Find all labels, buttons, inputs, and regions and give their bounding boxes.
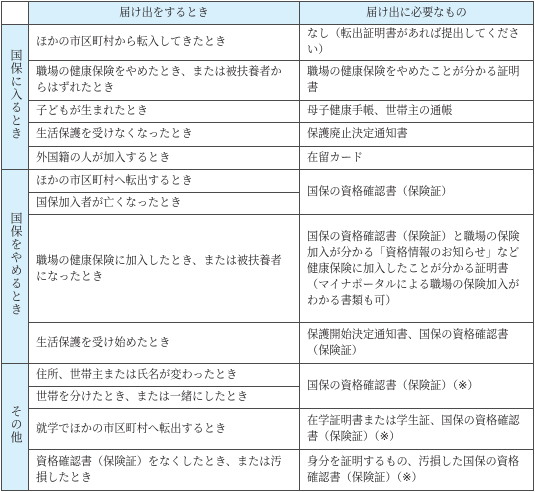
table-row bbox=[2, 60, 534, 100]
when-cell: 就学でほかの市区町村へ転出するとき bbox=[29, 409, 300, 450]
need-employment: 国保の資格確認書（保険証）と職場の保険加入が分かる「資格情報のお知らせ」など健康保険に加入したことが分かる証明書 bbox=[307, 229, 520, 275]
table-row bbox=[2, 100, 534, 122]
need-cell: 保護開始決定通知書、国保の資格確認書（保険証） bbox=[300, 323, 534, 364]
category-leave bbox=[2, 170, 29, 364]
when-cell: 住所、世帯主または氏名が変わったとき bbox=[29, 364, 300, 386]
table-row bbox=[2, 123, 534, 147]
table-row bbox=[2, 25, 534, 61]
table-row bbox=[2, 409, 534, 450]
need-cell: なし（転出証明書があれば提出してください） bbox=[300, 25, 534, 61]
category-other-label: その他 bbox=[9, 405, 23, 445]
need-cell: 身分を証明するもの、汚損した国保の資格確認書（保険証）（※） bbox=[300, 450, 534, 491]
when-cell: 生活保護を受け始めたとき bbox=[29, 323, 300, 364]
when-cell: 子どもが生まれたとき bbox=[29, 100, 300, 122]
need-employment-note: （マイナポータルによる職場の保険加入がわかる書類も可） bbox=[307, 277, 520, 307]
when-cell: 職場の健康保険をやめたとき、または被扶養者からはずれたとき bbox=[29, 60, 300, 100]
header-when: 届け出をするとき bbox=[29, 2, 300, 25]
when-cell: 国保加入者が亡くなったとき bbox=[29, 192, 300, 214]
need-cell: 母子健康手帳、世帯主の通帳 bbox=[300, 100, 534, 122]
when-cell: ほかの市区町村へ転出するとき bbox=[29, 170, 300, 192]
when-cell: 職場の健康保険に加入したとき、または被扶養者になったとき bbox=[29, 215, 300, 323]
when-cell: 外国籍の人が加入するとき bbox=[29, 146, 300, 170]
category-leave-label: 国保をやめるとき bbox=[9, 212, 23, 317]
table-row bbox=[2, 323, 534, 364]
header-row bbox=[2, 2, 534, 25]
table-row bbox=[2, 450, 534, 491]
table-row bbox=[2, 364, 534, 386]
header-corner bbox=[2, 2, 29, 25]
need-cell-shared: 国保の資格確認書（保険証）（※） bbox=[300, 364, 534, 409]
category-other bbox=[2, 364, 29, 491]
need-cell: 職場の健康保険をやめたことが分かる証明書 bbox=[300, 60, 534, 100]
need-cell: 在留カード bbox=[300, 146, 534, 170]
need-cell bbox=[300, 215, 534, 323]
need-cell: 保護廃止決定通知書 bbox=[300, 123, 534, 147]
need-cell-shared: 国保の資格確認書（保険証） bbox=[300, 170, 534, 215]
table-row bbox=[2, 146, 534, 170]
table-row bbox=[2, 170, 534, 192]
category-join bbox=[2, 25, 29, 170]
procedure-table bbox=[1, 1, 534, 491]
need-cell: 在学証明書または学生証、国保の資格確認書（保険証）（※） bbox=[300, 409, 534, 450]
when-cell: 生活保護を受けなくなったとき bbox=[29, 123, 300, 147]
when-cell: 世帯を分けたとき、または一緒にしたとき bbox=[29, 386, 300, 408]
when-cell: 資格確認書（保険証）をなくしたとき、または汚損したとき bbox=[29, 450, 300, 491]
header-need: 届け出に必要なもの bbox=[300, 2, 534, 25]
when-cell: ほかの市区町村から転入してきたとき bbox=[29, 25, 300, 61]
table-row bbox=[2, 215, 534, 323]
category-join-label: 国保に入るとき bbox=[9, 49, 23, 141]
